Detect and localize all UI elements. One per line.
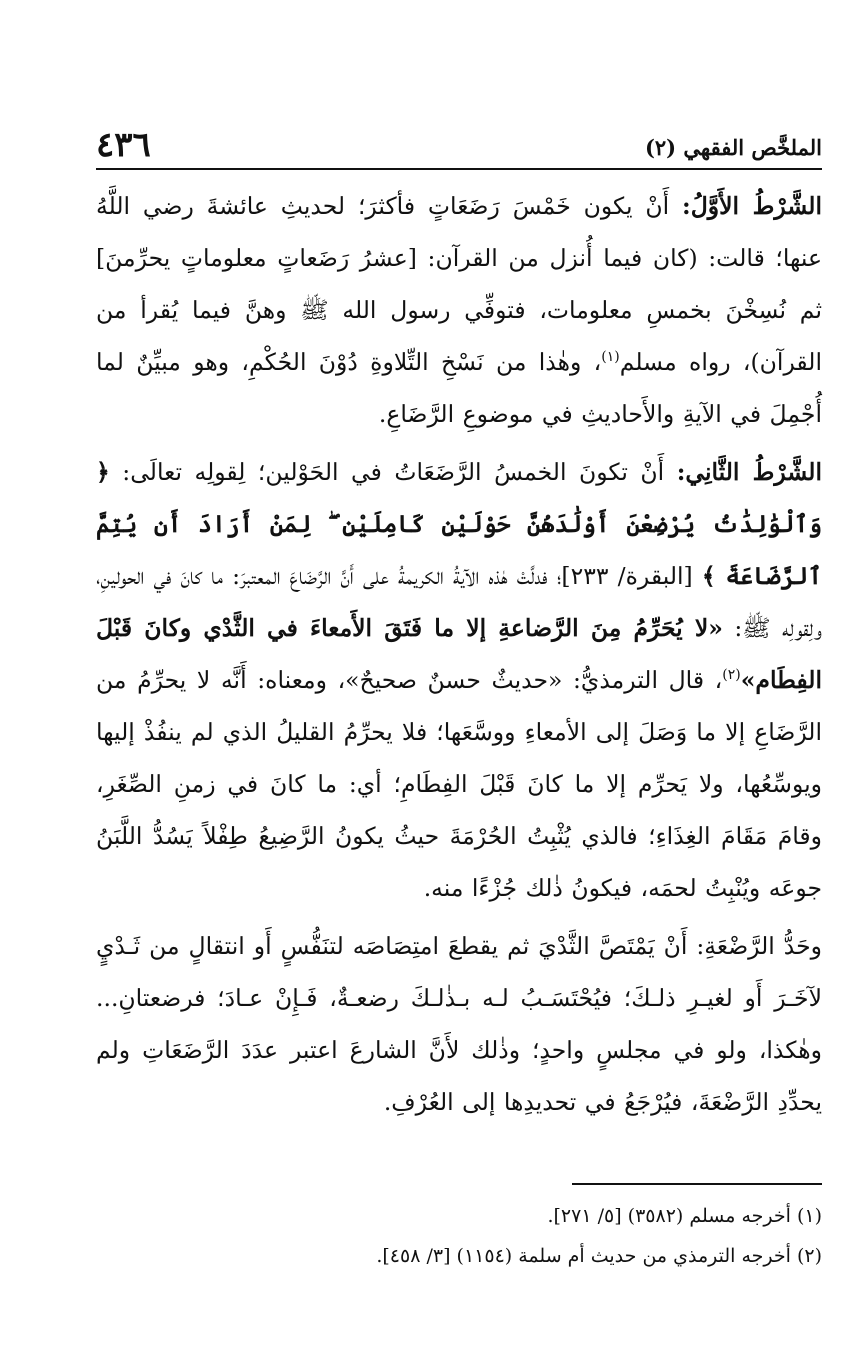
paragraph-text: ، وهٰذا من نَسْخِ التِّلاوةِ دُوْنَ الحُكْمِ، وهو مبيِّنٌ لما أُجْمِلَ في الآيةِ والأَحاديثِ في موضوعِ الرَّضَاعِ. (96, 348, 822, 428)
footnote-divider (572, 1183, 822, 1185)
condition-heading: الشَّرْطُ الثَّانِي: (676, 458, 822, 486)
paragraph-text: وحَدُّ الرَّضْعَةِ: أَنْ يَمْتَصَّ الثَّدْيَ ثم يقطعَ امتِصَاصَه لتنَفُّسٍ أَو انتقالٍ من ثَـدْيٍ لآخَـرَ أَو لغيـرِ ذلـكَ؛ فيُحْتَسَـبُ لـه بـذٰلـكَ رضعـةٌ، فَـإِنْ عـادَ؛ فرضعتانِ... وهٰكذا، ولو في مجلسٍ واحدٍ؛ وذٰلك لأَنَّ الشارعَ اعتبر عدَدَ الرَّضَعَاتِ ولم يحدِّدِ الرَّضْعَةَ، فيُرْجَعُ في تحديدِها إلى العُرْفِ. (96, 932, 822, 1116)
page-body (96, 180, 822, 1128)
footnote-marker: (٢) (722, 667, 741, 684)
footnotes (96, 1196, 822, 1276)
page-header (96, 120, 822, 170)
paragraph-text: ، قال الترمذيُّ: «حديثٌ حسنٌ صحيحٌ»، ومعناه: أَنَّه لا يحرِّمُ من الرَّضَاعِ إلا ما وَصَلَ إلى الأمعاءِ ووسَّعَها؛ فلا يحرِّمُ القليلُ الذي لم ينفُذْ إليها ويوسِّعُها، ولا يَحرِّم إلا ما كانَ قَبْلَ الفِطَامِ؛ أي: ما كانَ في زمنِ الصِّغَرِ، وقامَ مَقَامَ الغِذَاءِ؛ فالذي يُثْبِتُ الحُرْمَةَ حيثُ يكونُ الرَّضِيعُ طِفْلاً يَسُدُّ اللَّبَنُ جوعَه ويُنْبِتُ لحمَه، فيكونُ ذٰلك جُزْءًا منه. (96, 666, 822, 902)
running-title: الملخَّص الفقهي (٢) (644, 135, 822, 160)
paragraph-text: [البقرة/ ٢٣٣]؛ فدلَّتْ هٰذه الآيةُ الكريمةُ على أَنَّ الرَّضَاعَ المعتبرَ: ما كانَ في الحولينِ، ولِقولِه ﷺ: (96, 562, 822, 642)
paragraph-condition-one (96, 180, 822, 440)
quran-verse: ﴿ وَٱلْوَٰلِدَٰتُ يُرْضِعْنَ أَوْلَٰدَهُنَّ حَوْلَيْنِ كَامِلَيْنِ ۖ لِمَنْ أَرَادَ أَن يُتِمَّ ٱلرَّضَاعَةَ ﴾ (96, 458, 822, 590)
footnote-item: (٢) أخرجه الترمذي من حديث أم سلمة (١١٥٤) [٣/ ٤٥٨]. (376, 1245, 822, 1267)
hadith-quote: «لا يُحَرِّمُ مِنَ الرَّضاعةِ إلا ما فَتَقَ الأَمعاءَ في الثَّدْي وكانَ قَبْلَ الفِطَام» (96, 614, 822, 694)
paragraph-definition (96, 920, 822, 1128)
footnote-marker: (١) (601, 349, 620, 366)
condition-heading: الشَّرْطُ الأَوَّلُ: (682, 192, 822, 220)
page-number: ٤٣٦ (96, 125, 151, 165)
footnote-item: (١) أخرجه مسلم (٣٥٨٢) [٥/ ٢٧١]. (547, 1205, 822, 1227)
book-page (96, 120, 822, 1267)
paragraph-condition-two (96, 446, 822, 914)
paragraph-text: أَنْ يكون خَمْسَ رَضَعَاتٍ فأكثرَ؛ لحديثِ عائشةَ رضي اللَّهُ عنها؛ قالت: (كان فيما أُنزل من القرآن: [عشرُ رَضَعاتٍ معلوماتٍ يحرِّمنَ] ثم نُسِخْنَ بخمسِ معلومات، فتوفِّي رسول الله ﷺ وهنَّ فيما يُقرأ من القرآن)، رواه مسلم (96, 192, 822, 376)
paragraph-text: أَنْ تكونَ الخمسُ الرَّضَعَاتُ في الحَوْلين؛ لِقولِه تعالَى: (109, 458, 677, 486)
